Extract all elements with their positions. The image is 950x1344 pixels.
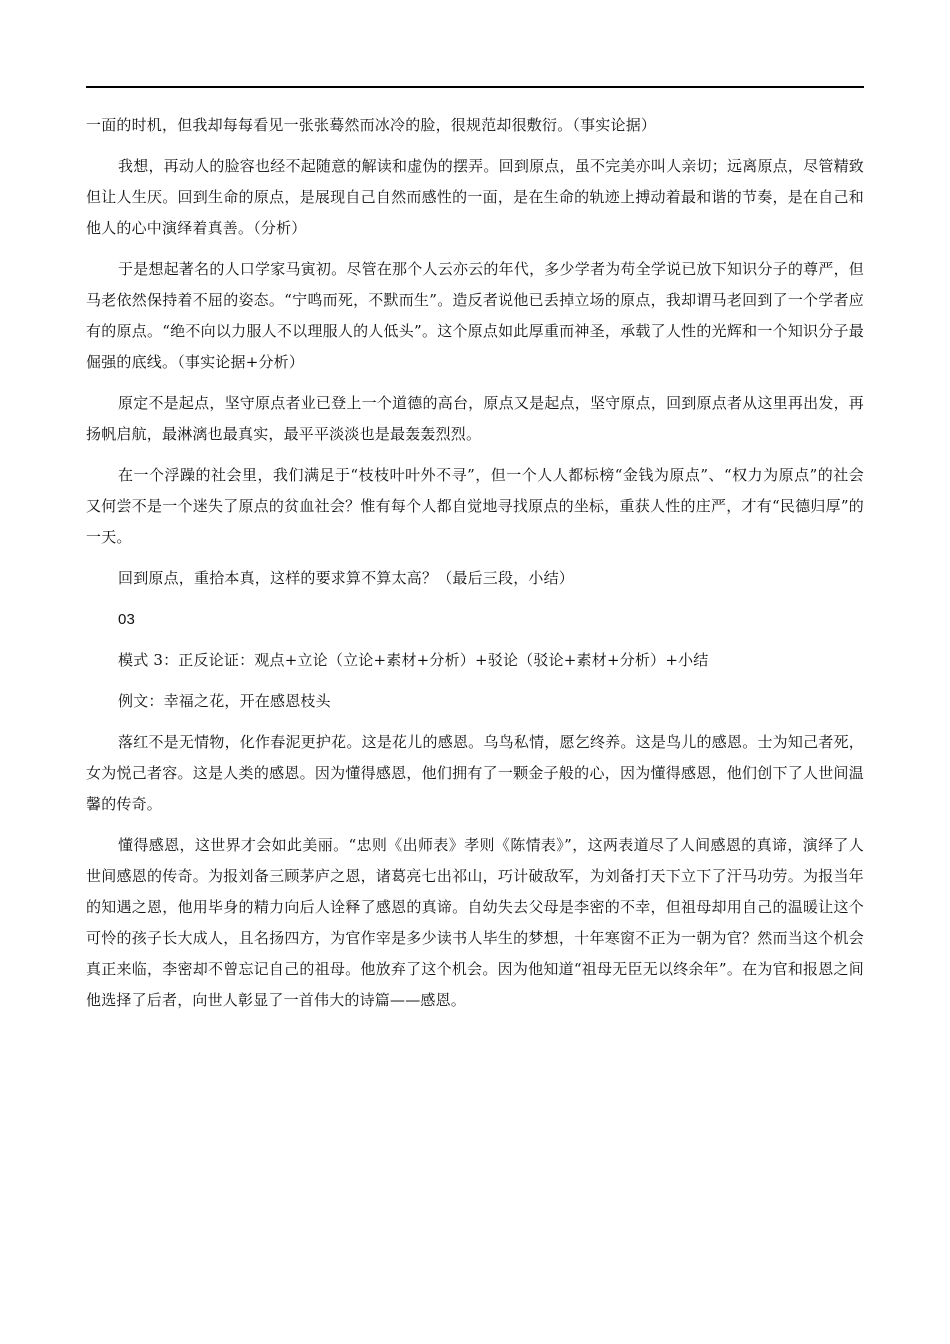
paragraph-gratitude-examples: 懂得感恩，这世界才会如此美丽。“忠则《出师表》孝则《陈情表》”，这两表道尽了人间感恩的真谛，演绎了人世间感恩的传奇。为报刘备三顾茅庐之恩，诸葛亮七出祁山，巧计破敌军，为刘备打天下立下了汗马功劳。为报当年的知遇之恩，他用毕身的精力向后人诠释了感恩的真谛。自幼失去父母是李密的不幸，但祖母却用自己的温暖让这个可怜的孩子长大成人，且名扬四方，为官作宰是多少读书人毕生的梦想，十年寒窗不正为一朝为官？然而当这个机会真正来临，李密却不曾忘记自己的祖母。他放弃了这个机会。因为他知道“祖母无臣无以终余年”。在为官和报恩之间他选择了后者，向世人彰显了一首伟大的诗篇——感恩。 bbox=[86, 836, 864, 1009]
paragraph-summary: 回到原点，重拾本真，这样的要求算不算太高？（最后三段，小结） bbox=[118, 569, 575, 587]
paragraph-ma-yinchu: 于是想起著名的人口学家马寅初。尽管在那个人云亦云的年代，多少学者为苟全学说已放下知识分子的尊严，但马老依然保持着不屈的姿态。“宁鸣而死，不默而生”。造反者说他已丢掉立场的原点，我却谓马老回到了一个学者应有的原点。“绝不向以力服人不以理服人的人低头”。这个原点如此厚重而神圣，承载了人性的光辉和一个知识分子最倔强的底线。（事实论据+分析） bbox=[86, 260, 864, 371]
document-body bbox=[86, 110, 864, 1026]
paragraph-society: 在一个浮躁的社会里，我们满足于“枝枝叶叶外不寻”，但一个人人都标榜“金钱为原点”、“权力为原点”的社会又何尝不是一个迷失了原点的贫血社会？惟有每个人都自觉地寻找原点的坐标，重获人性的庄严，才有“民德归厚”的一天。 bbox=[86, 466, 864, 546]
paragraph-origin-start: 原定不是起点，坚守原点者业已登上一个道德的高台，原点又是起点，坚守原点，回到原点者从这里再出发，再扬帆启航，最淋漓也最真实，最平平淡淡也是最轰轰烈烈。 bbox=[86, 394, 864, 443]
section-number: 03 bbox=[118, 611, 136, 628]
example-title: 例文：幸福之花，开在感恩枝头 bbox=[118, 692, 331, 710]
header-rule bbox=[86, 86, 864, 88]
paragraph-fact-evidence-end: 一面的时机，但我却每每看见一张张蓦然而冰冷的脸，很规范却很敷衍。（事实论据） bbox=[86, 116, 657, 134]
mode-heading: 模式 3：正反论证：观点+立论（立论+素材+分析）+驳论（驳论+素材+分析）+小结 bbox=[118, 651, 709, 669]
paragraph-gratitude-intro: 落红不是无情物，化作春泥更护花。这是花儿的感恩。乌鸟私情，愿乞终养。这是鸟儿的感恩。士为知己者死，女为悦己者容。这是人类的感恩。因为懂得感恩，他们拥有了一颗金子般的心，因为懂得感恩，他们创下了人世间温馨的传奇。 bbox=[86, 733, 864, 813]
paragraph-analysis: 我想，再动人的脸容也经不起随意的解读和虚伪的摆弄。回到原点，虽不完美亦叫人亲切；远离原点，尽管精致但让人生厌。回到生命的原点，是展现自己自然而感性的一面，是在生命的轨迹上搏动着最和谐的节奏，是在自己和他人的心中演绎着真善。（分析） bbox=[86, 157, 864, 237]
